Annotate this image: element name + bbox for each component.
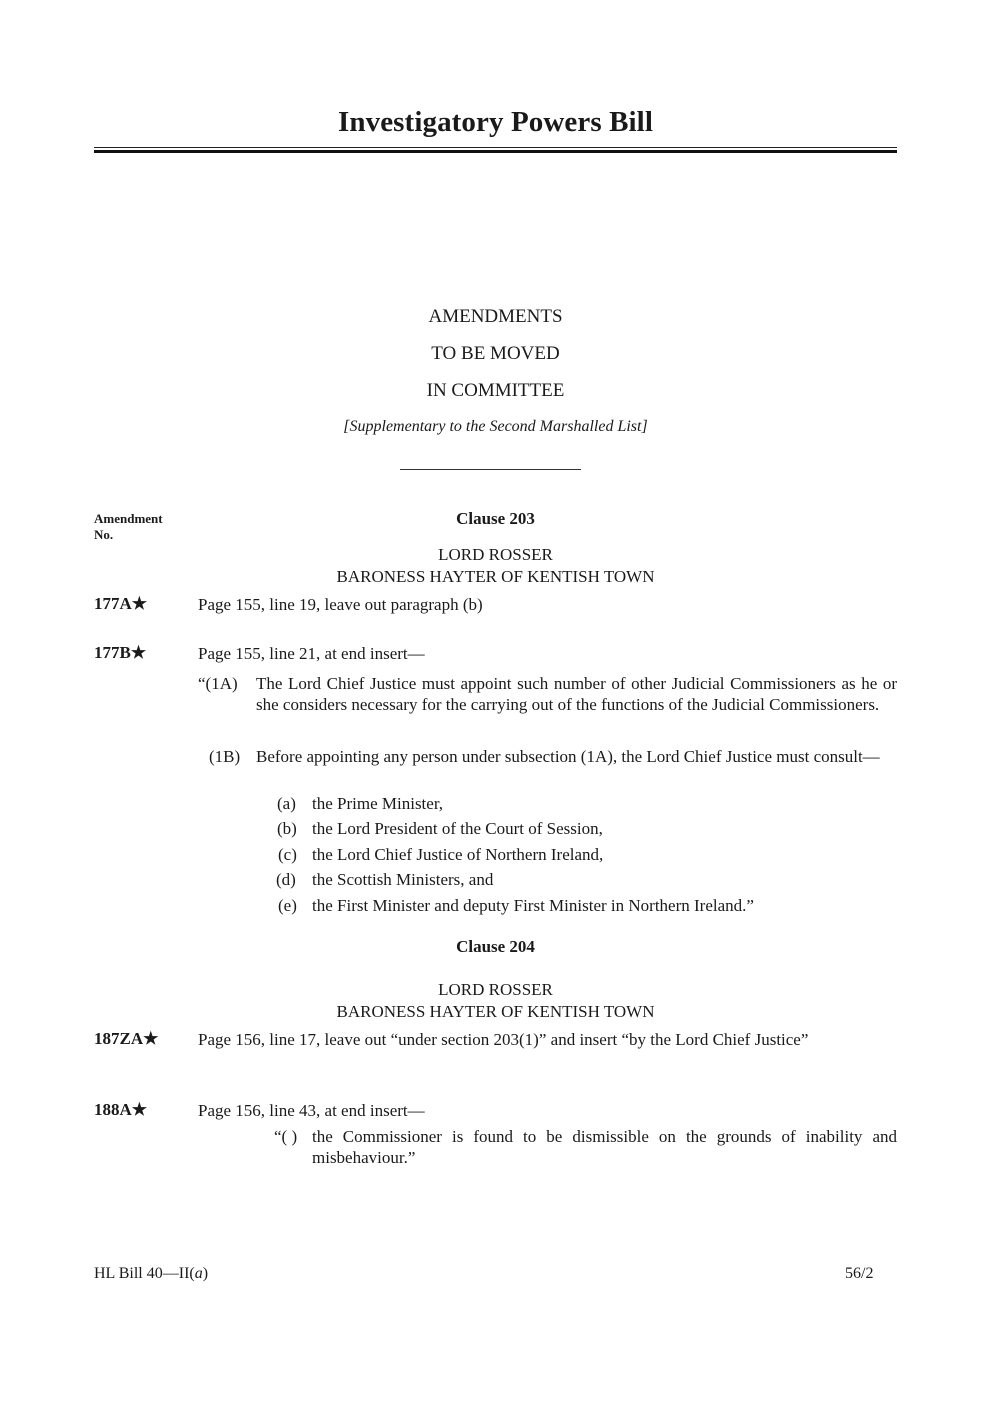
amendment-number-177A: 177A★ [94,594,148,613]
item-d-text: the Scottish Ministers, and [312,870,494,889]
insert-text: the Commissioner is found to be dismissible on the grounds of inability and misbehaviour.” [312,1127,897,1167]
amendment-177B-text: Page 155, line 21, at end insert— [198,644,425,663]
title-rule-thick [94,150,897,153]
item-a-text: the Prime Minister, [312,794,444,813]
clause-203-heading: Clause 203 [456,509,535,528]
page-reference: 56/2 [845,1265,874,1282]
amendment-number-188A: 188A★ [94,1100,148,1119]
subsection-1A-label: “(1A) [198,674,238,693]
section-divider [400,469,581,470]
subsection-1B-text: Before appointing any person under subsection (1A), the Lord Chief Justice must consult— [256,747,880,766]
subsection-1B-label: (1B) [209,747,241,766]
bill-reference [94,1265,208,1283]
subsection-1A-text: The Lord Chief Justice must appoint such number of other Judicial Commissioners as he or she considers necessary for the carrying out of the functions of the Judicial Commissioners. [256,674,897,714]
heading-line-in-committee: IN COMMITTEE [426,380,565,401]
item-a-label: (a) [277,794,296,813]
item-e-text: the First Minister and deputy First Minister in Northern Ireland.” [312,896,754,915]
item-d-label: (d) [276,870,296,889]
item-e-label: (e) [278,896,297,915]
amendment-188A-text: Page 156, line 43, at end insert— [198,1101,425,1120]
insert-label: “( ) [274,1127,298,1146]
sponsor-baroness-hayter: BARONESS HAYTER OF KENTISH TOWN [336,567,655,586]
bill-reference-suffix: ) [202,1265,209,1282]
clause-204-heading: Clause 204 [456,937,535,956]
sponsor-lord-rosser: LORD ROSSER [438,545,553,564]
amendment-177A-text: Page 155, line 19, leave out paragraph (b) [198,595,483,614]
title-rule-thin [94,147,897,148]
amendment-187ZA-text: Page 156, line 17, leave out “under section 203(1)” and insert “by the Lord Chief Justice” [198,1030,809,1049]
bill-reference-prefix: HL Bill 40—II( [94,1265,195,1282]
item-b-label: (b) [277,819,297,838]
amendment-number-187ZA: 187ZA★ [94,1029,159,1048]
heading-line-to-be-moved: TO BE MOVED [431,343,560,364]
document-title: Investigatory Powers Bill [337,106,653,138]
bill-reference-italic: a [194,1265,203,1282]
item-c-text: the Lord Chief Justice of Northern Ireland, [312,845,604,864]
subtitle: [Supplementary to the Second Marshalled List] [343,418,648,435]
amendment-number-177B: 177B★ [94,643,147,662]
item-c-label: (c) [278,845,297,864]
item-b-text: the Lord President of the Court of Session, [312,819,603,838]
sponsor-lord-rosser-2: LORD ROSSER [438,980,553,999]
sponsor-baroness-hayter-2: BARONESS HAYTER OF KENTISH TOWN [336,1002,655,1021]
heading-line-amendments: AMENDMENTS [428,306,563,327]
amendment-no-label: Amendment No. [94,511,163,542]
